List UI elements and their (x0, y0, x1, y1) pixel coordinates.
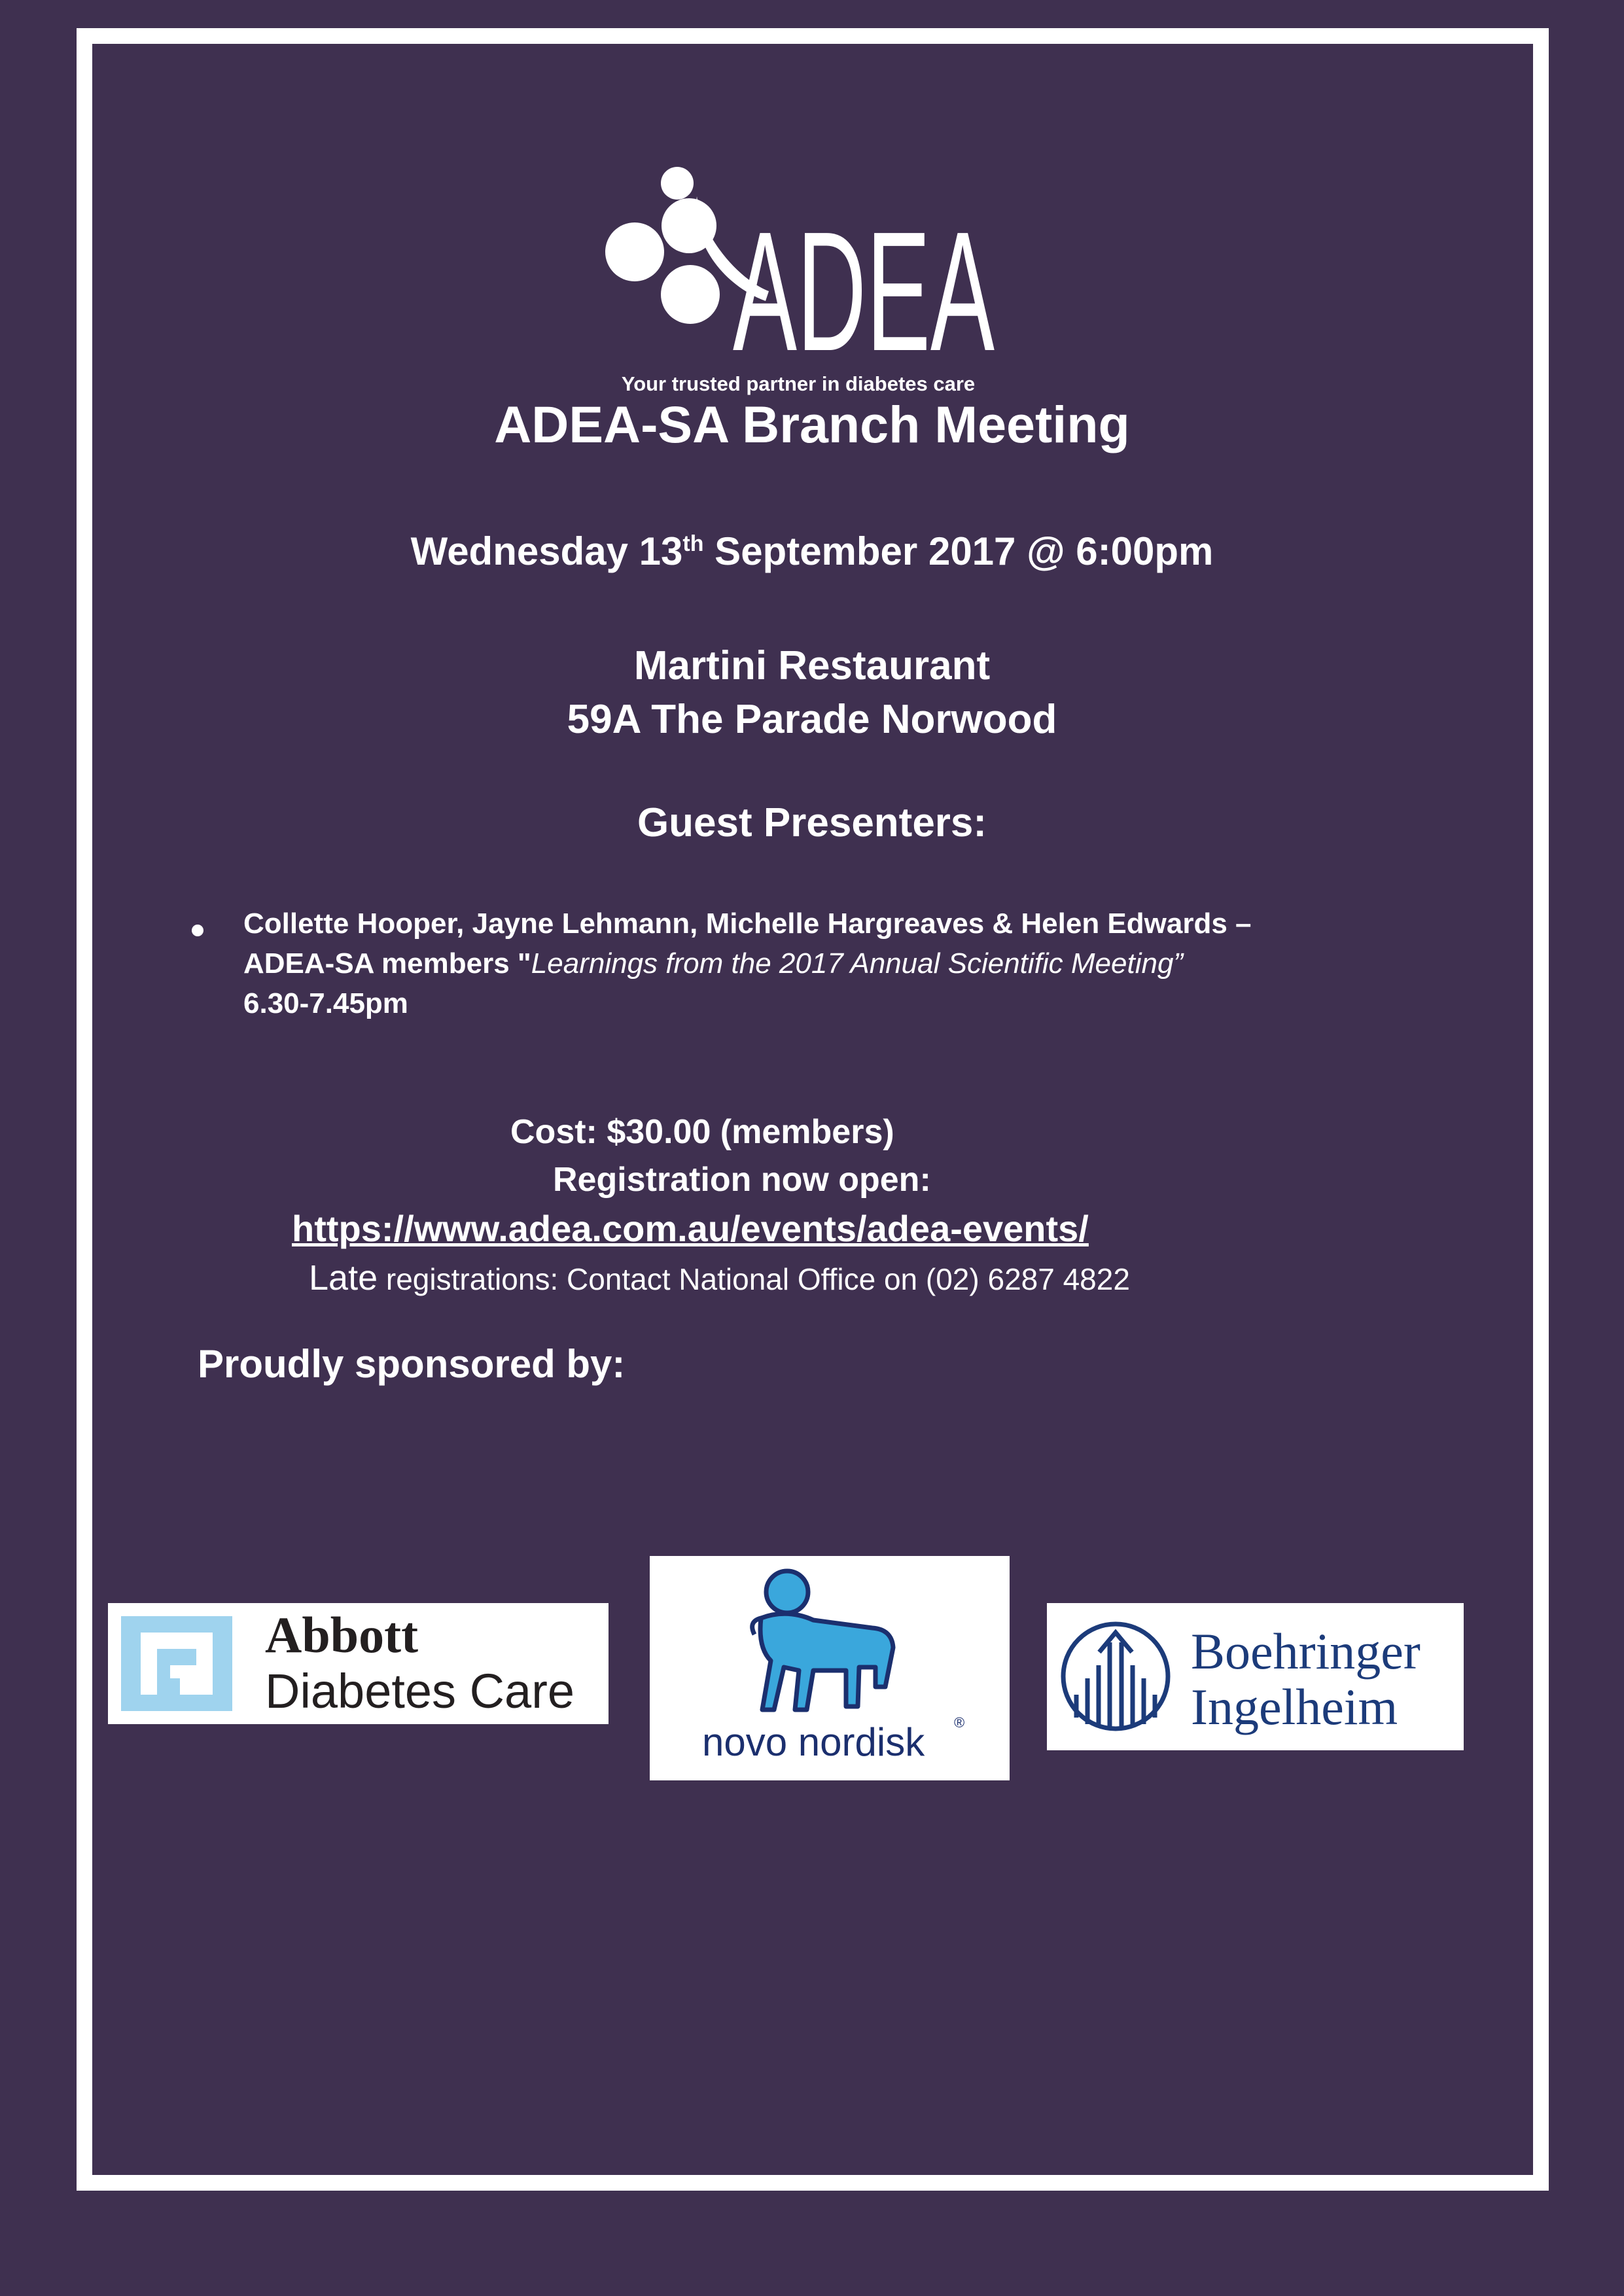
event-cost: Cost: $30.00 (members) (510, 1113, 894, 1151)
date-rest: September 2017 @ 6:00pm (703, 529, 1214, 573)
presenters-prefix: ADEA-SA members " (243, 947, 531, 980)
boehringer-line2: Ingelheim (1191, 1678, 1398, 1735)
presenters-time: 6.30-7.45pm (243, 987, 408, 1019)
date-day: Wednesday 13 (410, 529, 683, 573)
bullet-icon (192, 925, 203, 936)
presenters-names: Collette Hooper, Jayne Lehmann, Michelle Hargreaves & Helen Edwards – (243, 908, 1252, 940)
presenters-talk: Learnings from the 2017 Annual Scientific Meeting” (531, 947, 1184, 980)
late-rest: registrations: Contact National Office on (02) 6287 4822 (378, 1262, 1130, 1296)
abbott-icon (121, 1616, 232, 1711)
novo-registered: ® (954, 1714, 965, 1731)
guest-heading: Guest Presenters: (637, 800, 987, 845)
event-title: ADEA-SA Branch Meeting (494, 395, 1130, 453)
abbott-logo (108, 1603, 609, 1724)
boehringer-line1: Boehringer (1191, 1623, 1421, 1680)
presenters-talk-line (243, 944, 1487, 983)
logo-tagline: Your trusted partner in diabetes care (621, 372, 976, 395)
boehringer-building-icon (1063, 1624, 1168, 1729)
registration-link[interactable]: https://www.adea.com.au/events/adea-events/ (292, 1208, 1089, 1249)
apis-bull-icon (752, 1571, 893, 1710)
venue-address: 59A The Parade Norwood (567, 697, 1057, 742)
abbott-name: Abbott (265, 1606, 419, 1663)
event-date (0, 529, 1624, 574)
boehringer-logo (1047, 1603, 1464, 1750)
late-word: Late (309, 1258, 378, 1298)
late-registrations (309, 1258, 1130, 1298)
date-suffix: th (682, 531, 704, 556)
sponsored-heading: Proudly sponsored by: (198, 1342, 626, 1386)
presenters-item (243, 904, 1487, 1023)
novo-name: novo nordisk (702, 1720, 925, 1764)
venue-name: Martini Restaurant (633, 643, 991, 688)
novo-nordisk-logo (650, 1556, 1010, 1780)
event-venue (0, 639, 1624, 747)
adea-logo (599, 164, 1004, 360)
registration-text: Registration now open: (553, 1161, 931, 1199)
abbott-sub: Diabetes Care (265, 1664, 575, 1718)
logo-wordmark: ADEA (733, 197, 995, 360)
